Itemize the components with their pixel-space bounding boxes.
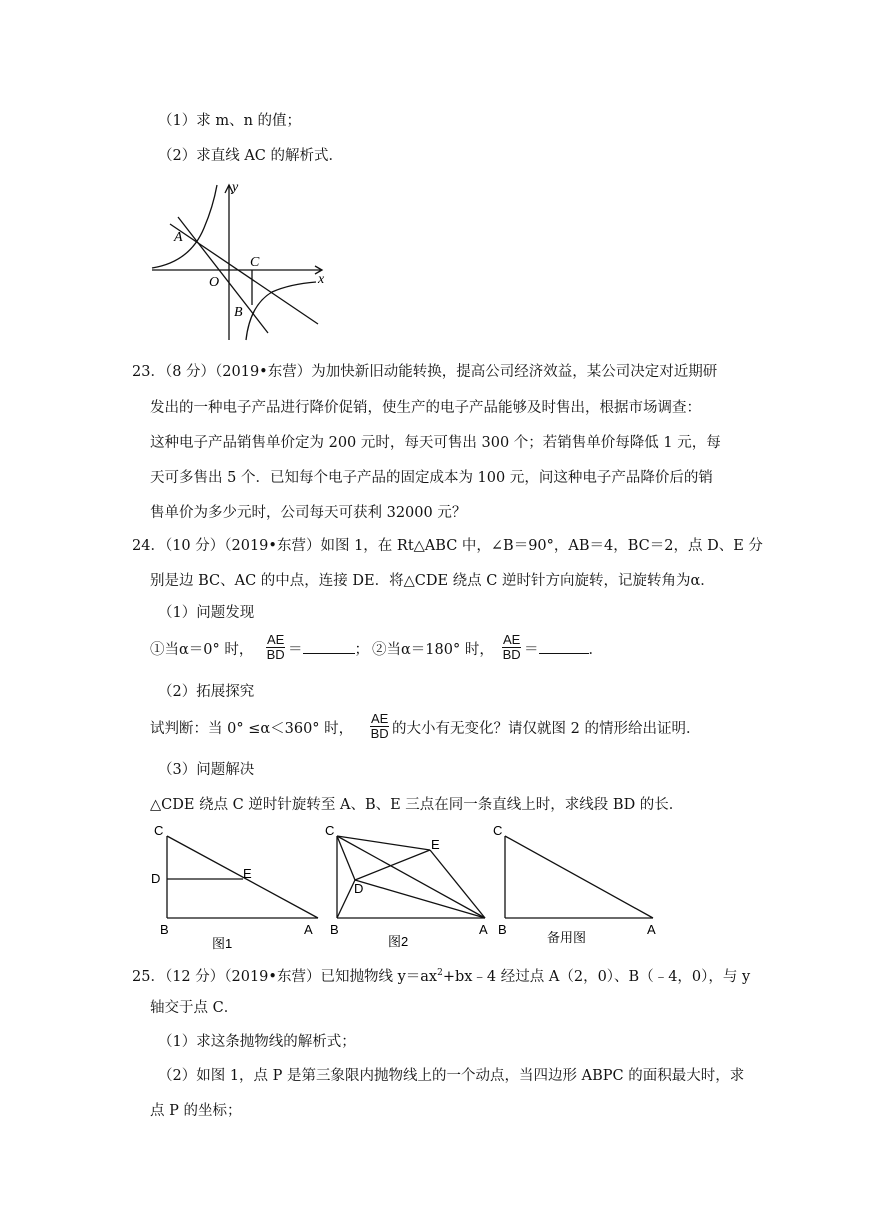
fig1-label-A: A xyxy=(304,922,313,937)
fig3-label-B: B xyxy=(498,922,507,937)
q25-sub1: （1）求这条抛物线的解析式； xyxy=(158,1034,356,1050)
q24-line2: 别是边 BC、AC 的中点，连接 DE．将△CDE 绕点 C 逆时针方向旋转，记旋转角为α． xyxy=(150,573,715,589)
q23-line2: 发出的一种电子产品进行降价促销，使生产的电子产品能够及时售出，根据市场调查： xyxy=(150,400,701,416)
q24-line1: 24．（10 分）（2019•东营）如图 1，在 Rt△ABC 中，∠B＝90°，AB＝4，BC＝2，点 D、E 分 xyxy=(132,538,763,554)
fig2-label-C: C xyxy=(325,823,335,838)
frac-den: BD xyxy=(370,726,389,741)
q22-sub2: （2）求直线 AC 的解析式． xyxy=(158,148,344,164)
exponent: 2 xyxy=(437,968,443,978)
frac-num: AE xyxy=(503,632,521,647)
label-y: y xyxy=(232,180,239,195)
label-B: B xyxy=(234,305,243,320)
frac-num: AE xyxy=(267,632,285,647)
q23-line3: 这种电子产品销售单价定为 200 元时，每天可售出 300 个；若销售单价每降低 1 元，每 xyxy=(150,435,721,451)
fig2-label-D: D xyxy=(354,881,364,896)
q25-line1 xyxy=(132,963,750,987)
q22-sub1: （1）求 m、n 的值； xyxy=(158,113,302,129)
q24-judge-a: 试判断：当 0° ≤α＜360° 时， xyxy=(150,721,354,737)
label-C: C xyxy=(250,255,260,270)
fig1-caption: 图1 xyxy=(212,936,233,951)
fig2-caption: 图2 xyxy=(388,934,409,949)
fig1-label-D: D xyxy=(151,871,161,886)
q23-line1: 23．（8 分）（2019•东营）为加快新旧动能转换，提高公司经济效益，某公司决定对近期研 xyxy=(132,364,718,380)
semicolon: ； xyxy=(354,642,369,658)
q25-sub2b: 点 P 的坐标； xyxy=(150,1103,242,1119)
figure-2 xyxy=(337,836,485,918)
frac-den: BD xyxy=(266,647,285,662)
q25-line1-a: 25．（12 分）（2019•东营）已知抛物线 y＝ax xyxy=(132,968,438,985)
q24-sub3: （3）问题解决 xyxy=(158,762,255,778)
label-O: O xyxy=(209,275,220,290)
q23-line5: 售单价为多少元时，公司每天可获利 32000 元？ xyxy=(150,505,467,521)
fig1-label-C: C xyxy=(154,823,164,838)
fig1-label-E: E xyxy=(243,866,252,881)
fig3-label-C: C xyxy=(493,823,503,838)
period: ． xyxy=(588,642,603,658)
fig2-label-A: A xyxy=(479,922,488,937)
figure-3 xyxy=(505,836,653,918)
q23-line4: 天可多售出 5 个．已知每个电子产品的固定成本为 100 元，问这种电子产品降价后的销 xyxy=(150,470,713,486)
q24-sub1: （1）问题发现 xyxy=(158,605,255,621)
q25-line2: 轴交于点 C． xyxy=(150,1000,239,1016)
equals-sign: ＝ xyxy=(524,642,539,658)
q24-case2: ②当α＝180° 时， xyxy=(372,642,494,658)
label-A: A xyxy=(174,230,183,245)
q25-line1-b: +bx﹣4 经过点 A（2，0）、B（﹣4，0），与 y xyxy=(442,968,751,985)
label-x: x xyxy=(318,272,325,287)
fig1-label-B: B xyxy=(160,922,169,937)
fig2-label-E: E xyxy=(431,837,440,852)
q25-sub2a: （2）如图 1，点 P 是第三象限内抛物线上的一个动点，当四边形 ABPC 的面积最大时，求 xyxy=(158,1068,745,1084)
fig2-label-B: B xyxy=(330,922,339,937)
q24-case1: ①当α＝0° 时， xyxy=(150,642,254,658)
frac-den: BD xyxy=(502,647,521,662)
fig3-label-A: A xyxy=(647,922,656,937)
q24-sub2: （2）拓展探究 xyxy=(158,684,255,700)
fig3-caption: 备用图 xyxy=(547,930,587,945)
q24-judge-b: 的大小有无变化？请仅就图 2 的情形给出证明． xyxy=(392,721,701,737)
frac-num: AE xyxy=(371,711,389,726)
q24-solve: △CDE 绕点 C 逆时针旋转至 A、B、E 三点在同一条直线上时，求线段 BD 的长． xyxy=(150,797,684,813)
equals-sign: ＝ xyxy=(288,642,303,658)
